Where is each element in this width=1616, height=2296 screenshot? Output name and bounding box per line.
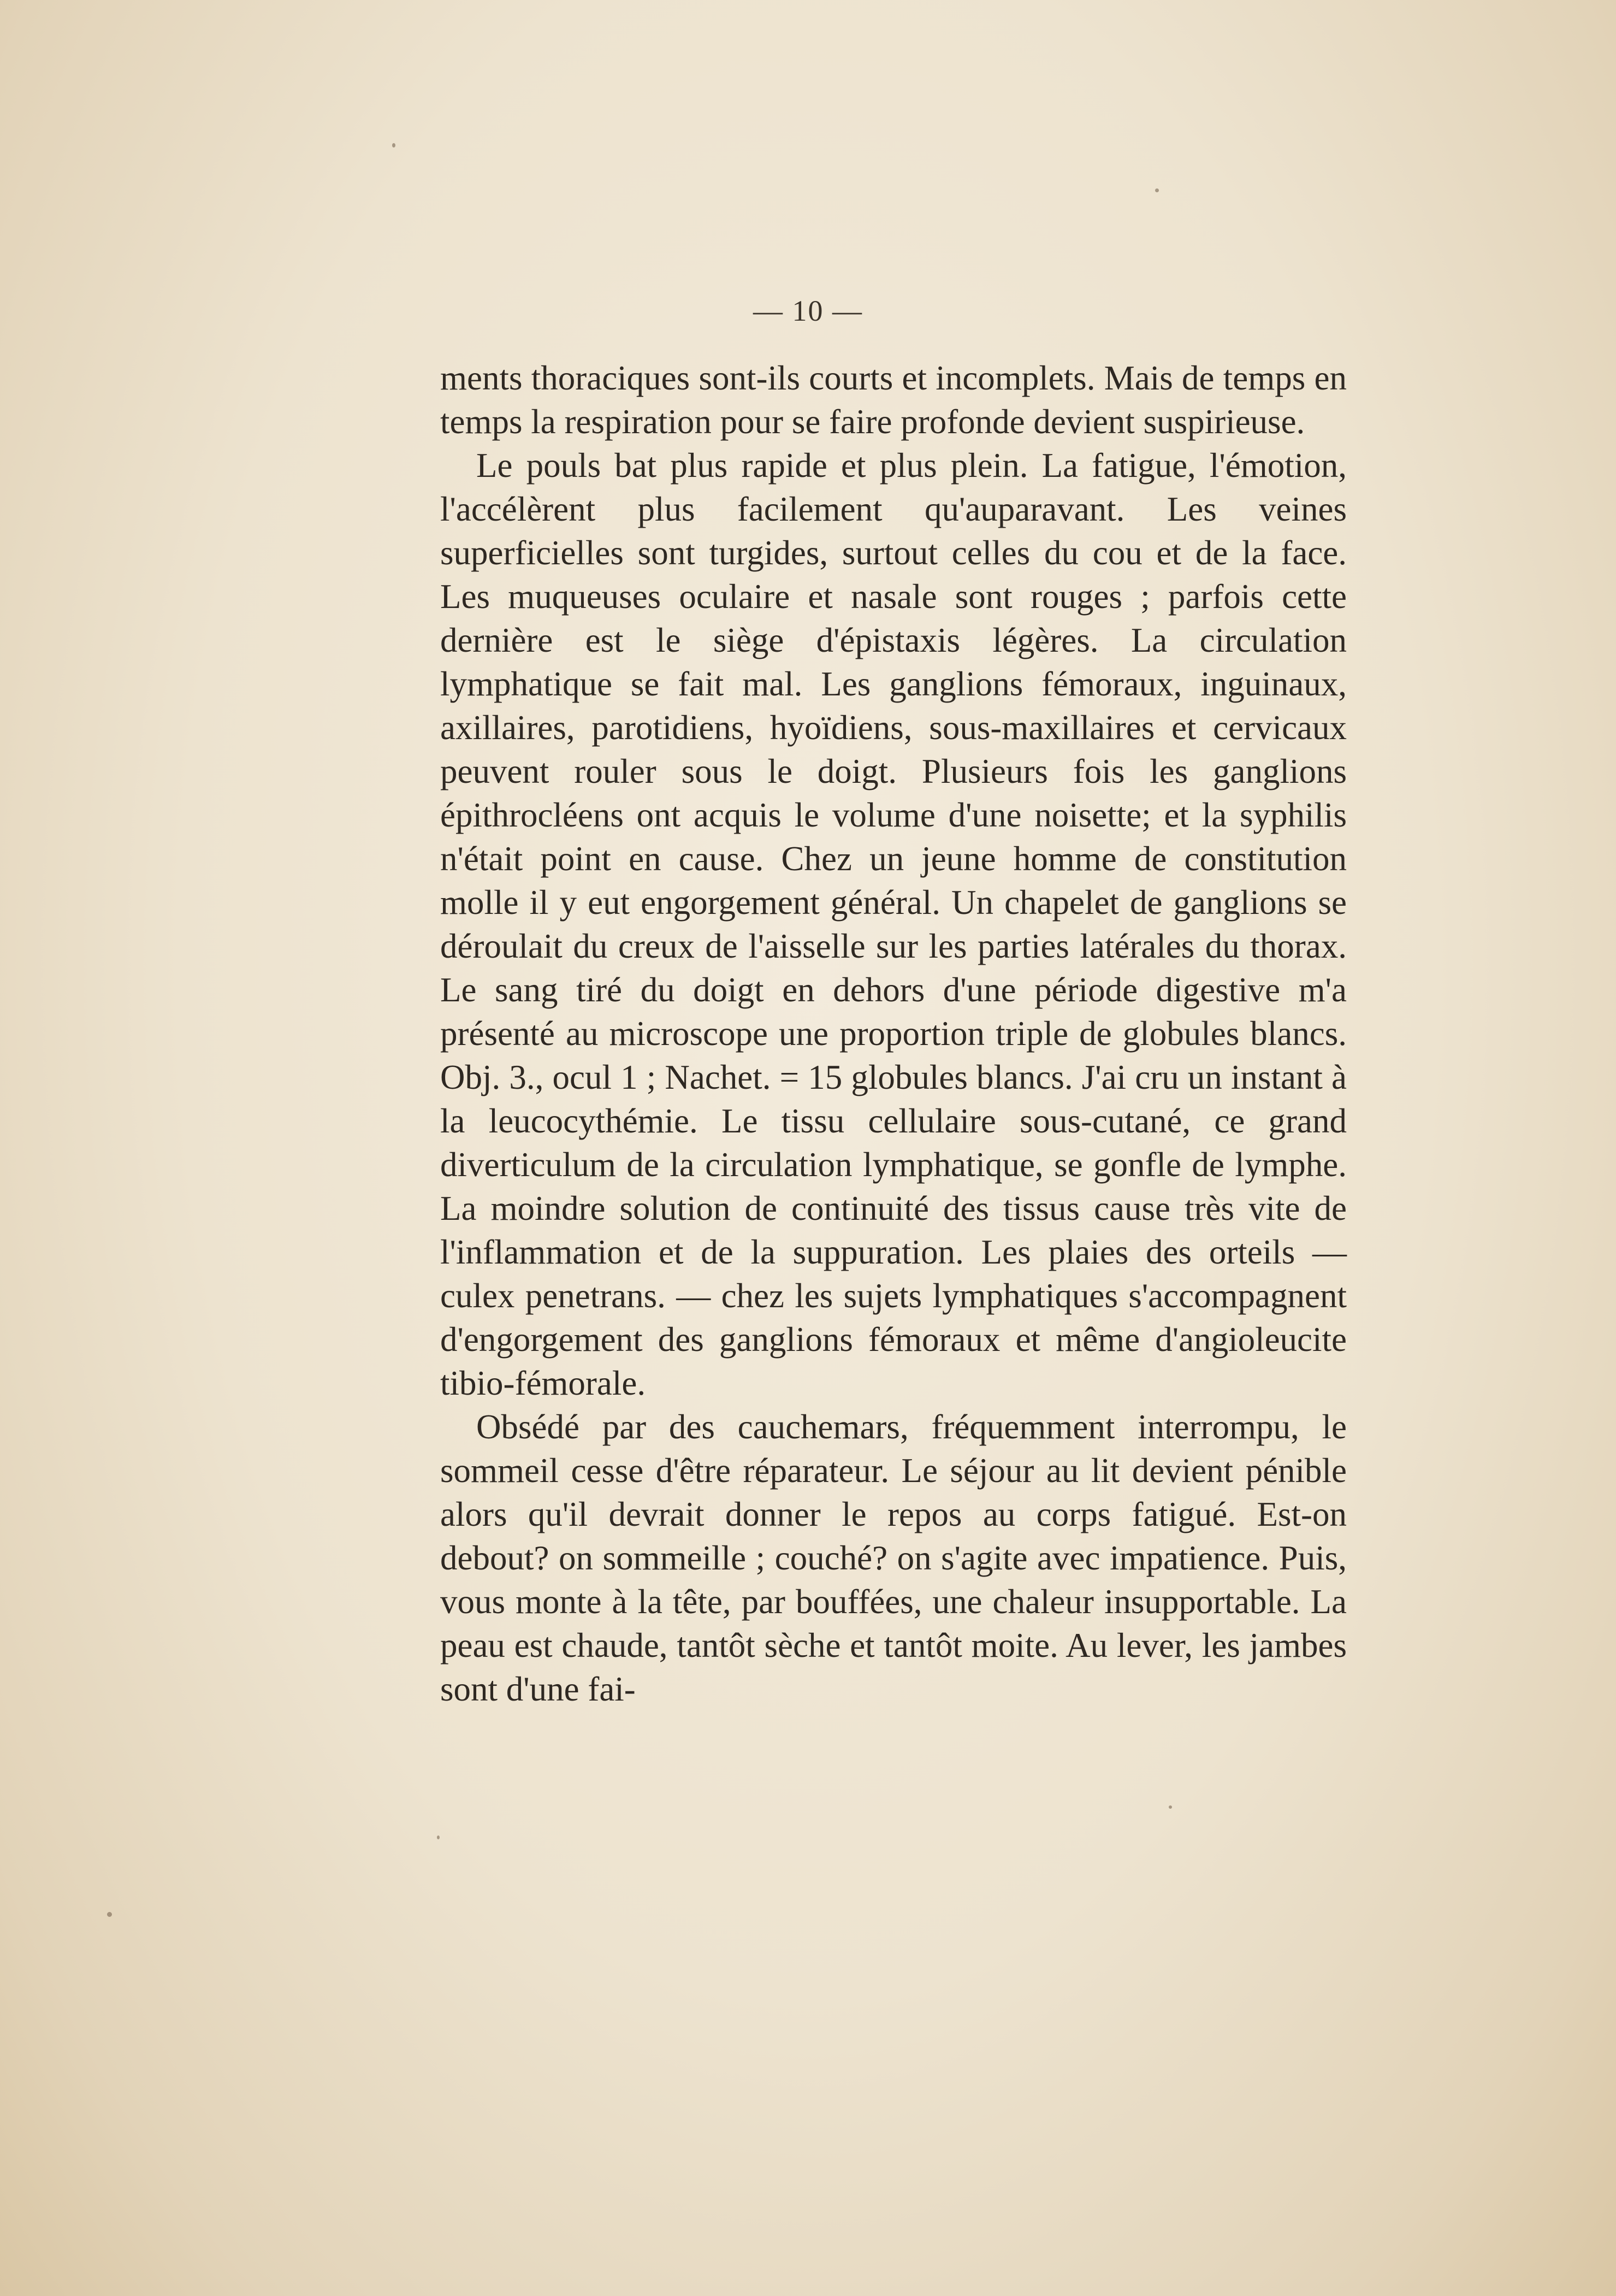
paper-speck bbox=[392, 143, 395, 147]
paper-speck bbox=[107, 1912, 112, 1917]
paragraph-2: Le pouls bat plus rapide et plus plein. La fatigue, l'émotion, l'accélèrent plus facilement qu'auparavant. Les veines superficielles sont turgides, surtout celles du cou et de la face. Les muqueuses oculaire et nasale sont rouges ; parfois cette dernière est le siège d'épistaxis légères. La circulation lymphatique se fait mal. Les ganglions fémoraux, inguinaux, axillaires, parotidiens, hyoïdiens, sous-maxillaires et cervicaux peuvent rouler sous le doigt. Plusieurs fois les ganglions épithrocléens ont acquis le volume d'une noisette; et la syphilis n'était point en cause. Chez un jeune homme de constitution molle il y eut engorgement général. Un chapelet de ganglions se déroulait du creux de l'aisselle sur les parties latérales du thorax. Le sang tiré du doigt en dehors d'une période digestive m'a présenté au microscope une proportion triple de globules blancs. Obj. 3., ocul 1 ; Nachet. = 15 globules blancs. J'ai cru un instant à la leucocythémie. Le tissu cellulaire sous-cutané, ce grand diverticulum de la circulation lymphatique, se gonfle de lymphe. La moindre solution de continuité des tissus cause très vite de l'inflammation et de la suppuration. Les plaies des orteils — culex penetrans. — chez les sujets lymphatiques s'accompagnent d'engorgement des ganglions fémoraux et même d'angioleucite tibio-fémorale. bbox=[440, 446, 1347, 1402]
body-text bbox=[440, 356, 1347, 1711]
paragraph-3: Obsédé par des cauchemars, fréquemment interrompu, le sommeil cesse d'être réparateur. Le séjour au lit devient pénible alors qu'il devrait donner le repos au corps fatigué. Est-on debout? on sommeille ; couché? on s'agite avec impatience. Puis, vous monte à la tête, par bouffées, une chaleur insupportable. La peau est chaude, tantôt sèche et tantôt moite. Au lever, les jambes sont d'une fai- bbox=[440, 1408, 1347, 1708]
paper-speck bbox=[1155, 188, 1159, 192]
paragraph-1: ments thoraciques sont-ils courts et incomplets. Mais de temps en temps la respiration pour se faire profonde devient suspirieuse. bbox=[440, 359, 1347, 441]
paper-speck bbox=[1169, 1805, 1172, 1809]
paper-speck bbox=[437, 1835, 440, 1839]
page-number: — 10 — bbox=[753, 294, 863, 327]
